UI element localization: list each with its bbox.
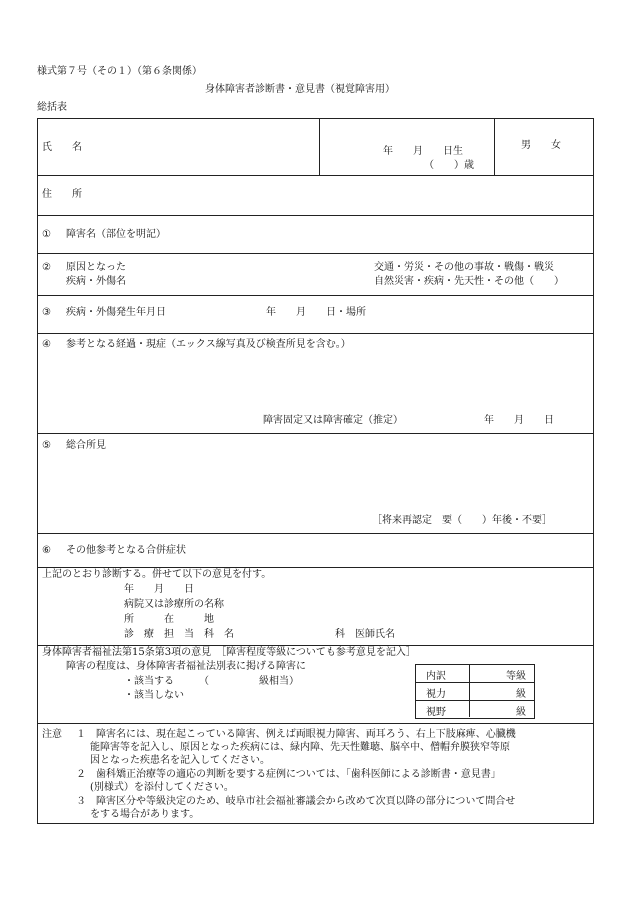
overall-findings-label: 総合所見: [66, 440, 106, 451]
name-label: 氏 名: [42, 142, 82, 153]
note-line: ２ 歯科矯正治療等の適応の判断を要する症例については、「歯科医師による診断書・意見書」: [76, 769, 501, 780]
hospital-location[interactable]: 所 在 地: [124, 614, 214, 625]
row-divider: [38, 723, 593, 724]
opinion-intro: 障害の程度は、身体障害者福祉法別表に掲げる障害に: [66, 661, 306, 672]
row-divider: [38, 333, 593, 334]
doctor-name[interactable]: 科 医師氏名: [335, 629, 395, 640]
row-number: ⑥: [42, 545, 51, 556]
note-line: (別様式）を添付してください。: [90, 782, 234, 793]
doctor-department[interactable]: 診 療 担 当 科 名: [124, 629, 234, 640]
address-label: 住 所: [42, 189, 82, 200]
section-label: 総括表: [37, 102, 67, 113]
cause-options-1: 交通・労災・その他の事故・戦傷・戦災: [374, 262, 554, 273]
note-line: ３ 障害区分や等級決定のため、岐阜市社会福祉審議会から改めて次頁以降の部分について問合せ: [76, 796, 516, 807]
cause-label: 原因となった: [66, 262, 126, 273]
diagnosis-statement: 上記のとおり診断する。併せて以下の意見を付す。: [42, 569, 272, 580]
grade-table: [415, 664, 535, 719]
row-divider: [38, 567, 593, 568]
row-divider: [38, 533, 593, 534]
reexam-field[interactable]: ［将来再認定 要（ ）年後・不要］: [372, 515, 552, 526]
grade-row-value[interactable]: 等級: [506, 671, 526, 682]
col-divider: [469, 665, 470, 717]
note-line: １ 障害名には、現在起こっている障害、例えば両眼視力障害、両耳ろう、右上下肢麻痺、心臓機: [76, 729, 516, 740]
page-title: 身体障害者診断書・意見書（視覚障害用）: [205, 84, 395, 95]
row-divider: [38, 433, 593, 434]
row-divider: [38, 175, 593, 176]
complications-label: その他参考となる合併症状: [66, 545, 186, 556]
onset-date-field[interactable]: 年 月 日・場所: [266, 307, 366, 318]
form-number: 様式第７号（その１）（第６条関係）: [37, 66, 202, 77]
row-number: ⑤: [42, 440, 51, 451]
note-line: 能障害等を記入し、原因となった疾病には、緑内障、先天性難聴、脳卒中、僧帽弁膜狭窄等原: [90, 742, 510, 753]
row-divider: [38, 645, 593, 646]
onset-date-label: 疾病・外傷発生年月日: [66, 307, 166, 318]
grade-row-label: 視力: [426, 689, 446, 700]
grade-row-value[interactable]: 級: [516, 707, 526, 718]
row-number: ④: [42, 339, 51, 350]
row-divider: [38, 215, 593, 216]
applies-option[interactable]: ・該当する （ 級相当）: [124, 676, 299, 687]
note-line: をする場合があります。: [90, 809, 200, 820]
cause-options-2: 自然災害・疾病・先天性・その他（ ）: [374, 276, 564, 287]
grade-row-label: 内訳: [426, 671, 446, 682]
disability-name-label: 障害名（部位を明記）: [66, 229, 166, 240]
fixed-date-label: 障害固定又は障害確定（推定）: [263, 415, 403, 426]
diagnosis-date[interactable]: 年 月 日: [124, 584, 194, 595]
grade-row: [416, 700, 534, 718]
history-label: 参考となる経過・現症（エックス線写真及び検査所見を含む。）: [66, 339, 351, 350]
age-field[interactable]: （ ）歳: [424, 160, 474, 171]
grade-row: [416, 665, 534, 682]
grade-row-value[interactable]: 級: [516, 689, 526, 700]
cause-label-2: 疾病・外傷名: [66, 276, 126, 287]
row-divider: [38, 253, 593, 254]
row-number: ②: [42, 262, 51, 273]
col-divider: [494, 119, 495, 175]
note-line: 因となった疾患名を記入してください。: [90, 755, 270, 766]
grade-row: [416, 682, 534, 700]
dob-field[interactable]: 年 月 日生: [383, 146, 463, 157]
row-divider: [38, 295, 593, 296]
notes-heading: 注意: [42, 729, 62, 740]
row-number: ③: [42, 307, 51, 318]
opinion-header: 身体障害者福祉法第15条第3項の意見 ［障害程度等級についても参考意見を記入］: [42, 647, 416, 658]
grade-row-label: 視野: [426, 707, 446, 718]
col-divider: [319, 119, 320, 175]
sex-field[interactable]: 男 女: [521, 140, 561, 151]
fixed-date-field[interactable]: 年 月 日: [484, 415, 554, 426]
not-applies-option[interactable]: ・該当しない: [124, 690, 184, 701]
row-number: ①: [42, 229, 51, 240]
hospital-name[interactable]: 病院又は診療所の名称: [124, 599, 224, 610]
